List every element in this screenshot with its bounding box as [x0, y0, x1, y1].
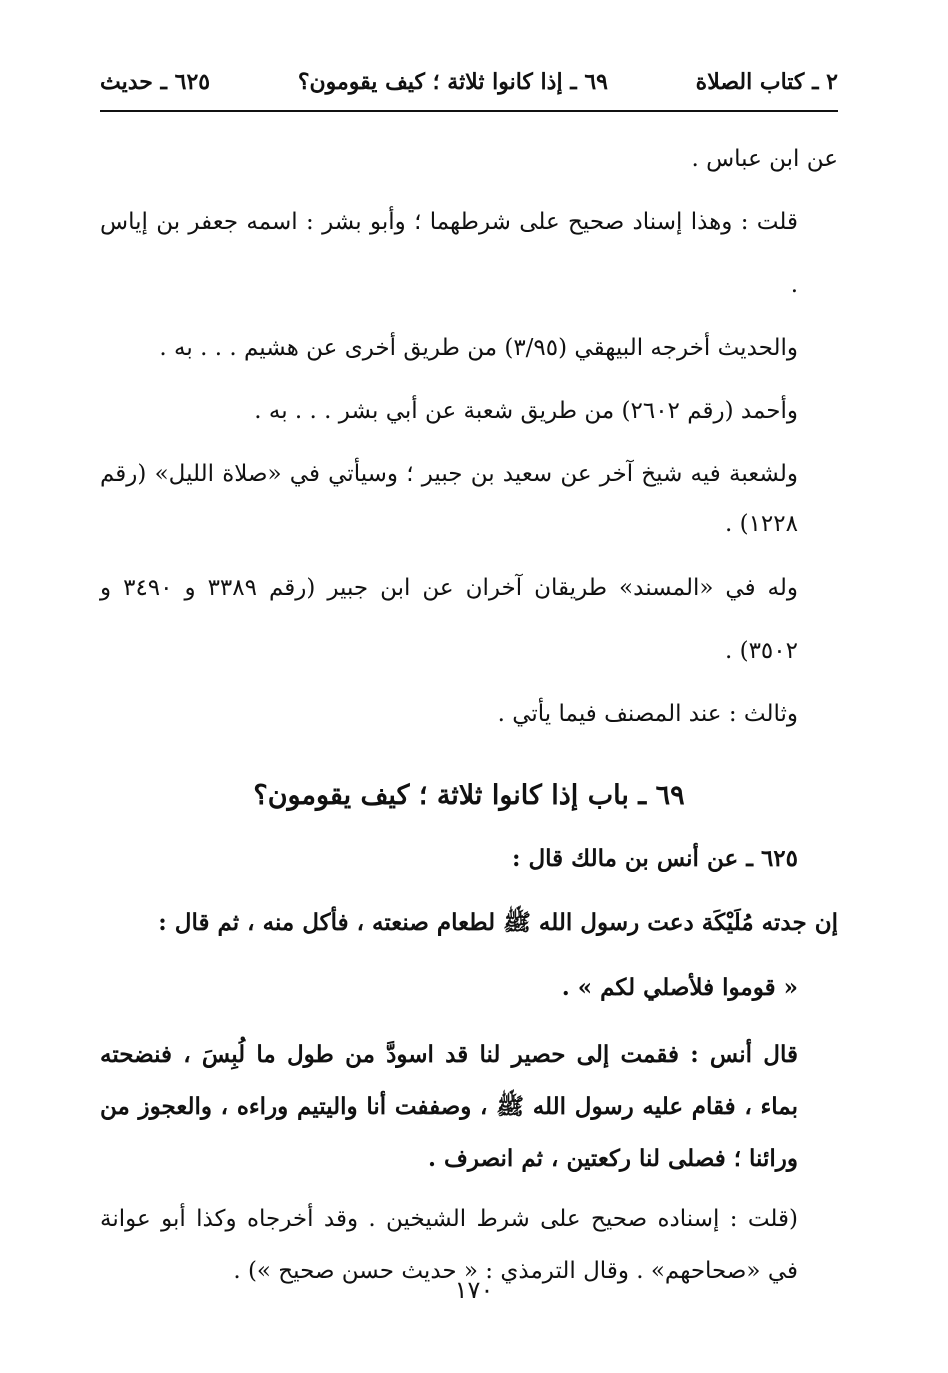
running-header — [100, 62, 838, 102]
hadith-anas-narration: قال أنس : فقمت إلى حصير لنا قد اسودَّ من طول ما لُبِسَ ، فنضحته بماء ، فقام عليه رسول الله ﷺ ، وصففت أنا واليتيم وراءه ، والعجوز من ورائنا ؛ فصلى لنا ركعتين ، ثم انصرف . — [100, 1041, 798, 1172]
page-body — [100, 128, 838, 1297]
paragraph-ibn-abbas: عن ابن عباس . — [691, 146, 838, 172]
hadith-text-line: إن جدته مُلَيْكَة دعت رسول الله ﷺ لطعام صنعته ، فأكل منه ، ثم قال : — [158, 909, 838, 936]
hadith-quote: « قوموا فلأصلي لكم » . — [561, 974, 798, 1001]
paragraph-shubah: ولشعبة فيه شيخ آخر عن سعيد بن جبير ؛ وسيأتي في «صلاة الليل» (رقم ١٢٢٨) . — [100, 461, 798, 537]
paragraph-musnad: وله في «المسند» طريقان آخران عن ابن جبير (رقم ٣٣٨٩ و ٣٤٩٠ و ٣٥٠٢) . — [100, 575, 798, 664]
paragraph-third-path: وثالث : عند المصنف فيما يأتي . — [497, 701, 798, 727]
header-divider — [100, 110, 838, 112]
header-hadith-number: ٦٢٥ ـ حديث — [100, 69, 211, 95]
hadith-intro: ٦٢٥ ـ عن أنس بن مالك قال : — [511, 845, 798, 872]
paragraph-bayhaqi: والحديث أخرجه البيهقي (٣/٩٥) من طريق أخرى عن هشيم . . . به . — [159, 335, 798, 361]
page-number: ١٧٠ — [454, 1276, 494, 1304]
header-book-title: ٢ ـ كتاب الصلاة — [695, 69, 838, 95]
chapter-heading: ٦٩ ـ باب إذا كانوا ثلاثة ؛ كيف يقومون؟ — [253, 780, 685, 811]
paragraph-isnad-note: قلت : وهذا إسناد صحيح على شرطهما ؛ وأبو بشر : اسمه جعفر بن إياس . — [100, 209, 798, 298]
paragraph-ahmad: وأحمد (رقم ٢٦٠٢) من طريق شعبة عن أبي بشر . . . به . — [254, 398, 798, 424]
header-chapter-title: ٦٩ ـ إذا كانوا ثلاثة ؛ كيف يقومون؟ — [297, 69, 608, 95]
author-note: (قلت : إسناده صحيح على شرط الشيخين . وقد أخرجاه وكذا أبو عوانة في «صحاحهم» . وقال الترمذي : « حديث حسن صحيح ») . — [100, 1206, 798, 1284]
